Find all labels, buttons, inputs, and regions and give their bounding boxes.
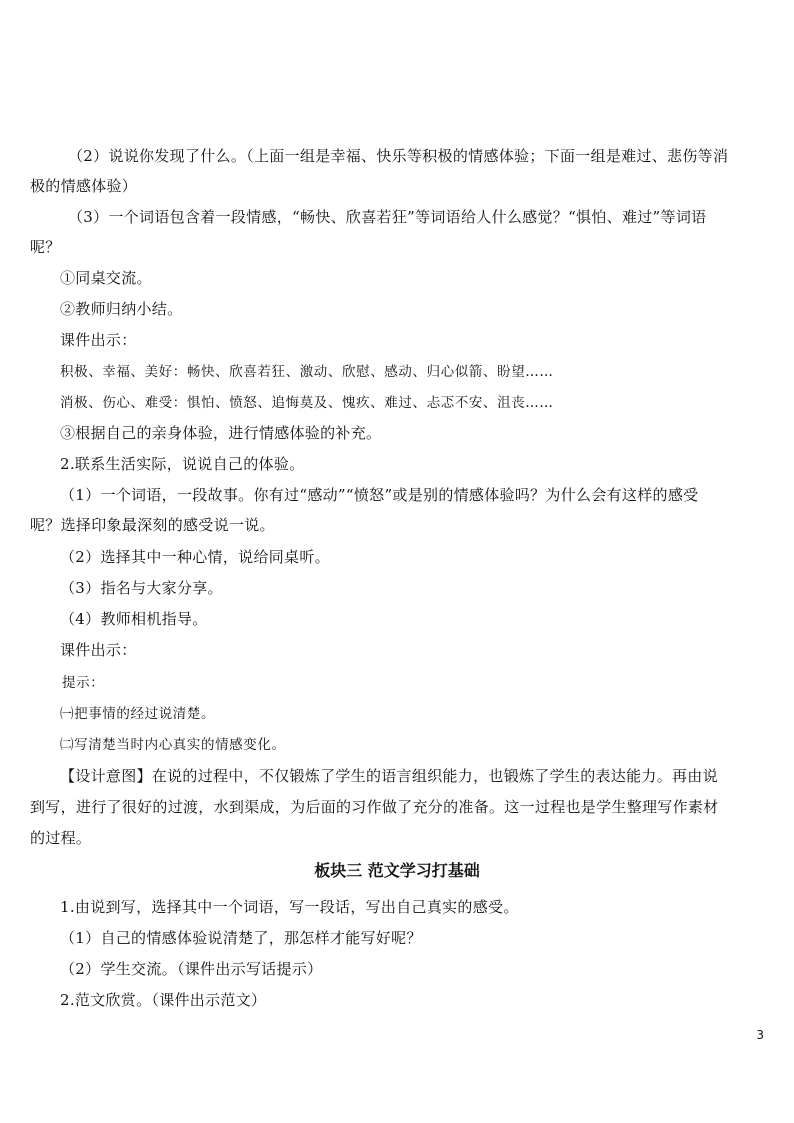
paragraph-line: 极的情感体验）	[30, 177, 138, 195]
paragraph-line: 呢？	[30, 238, 61, 256]
paragraph-line: （1）自己的情感体验说清楚了，那怎样才能写好呢？	[60, 929, 422, 947]
paragraph-line: ③根据自己的亲身体验，进行情感体验的补充。	[60, 424, 382, 442]
paragraph-line: （3）指名与大家分享。	[60, 579, 223, 597]
courseware-line: ㈠把事情的经过说清楚。	[60, 706, 216, 722]
design-intent-line: 到写，进行了很好的过渡，水到渠成，为后面的习作做了充分的准备。这一过程也是学生整理写作素材	[30, 798, 719, 816]
paragraph-line: （2）选择其中一种心情，说给同桌听。	[60, 548, 330, 566]
paragraph-line: （1）一个词语，一段故事。你有过“感动”“愤怒”或是别的情感体验吗？为什么会有这样的感受	[60, 486, 699, 504]
paragraph-line: ②教师归纳小结。	[60, 300, 183, 318]
courseware-line: ㈡写清楚当时内心真实的情感变化。	[60, 737, 286, 753]
design-intent-line: 【设计意图】在说的过程中，不仅锻炼了学生的语言组织能力，也锻炼了学生的表达能力。再由说	[60, 767, 718, 785]
paragraph-line: 课件出示：	[60, 331, 137, 349]
paragraph-line: （2）学生交流。（课件出示写话提示）	[60, 960, 323, 978]
courseware-line: 消极、伤心、难受：惧怕、愤怒、追悔莫及、愧疚、难过、忐忑不安、沮丧……	[60, 395, 554, 411]
paragraph-line: 2.范文欣赏。（课件出示范文）	[60, 991, 267, 1009]
page-number: 3	[756, 1028, 764, 1042]
design-intent-line: 的过程。	[30, 829, 92, 847]
paragraph-line: （2）说说你发现了什么。（上面一组是幸福、快乐等积极的情感体验；下面一组是难过、悲伤等消	[68, 147, 729, 165]
courseware-line: 积极、幸福、美好：畅快、欣喜若狂、激动、欣慰、感动、归心似箭、盼望……	[60, 364, 554, 380]
section-heading: 板块三 范文学习打基础	[314, 861, 480, 880]
paragraph-line: 呢？选择印象最深刻的感受说一说。	[30, 516, 275, 534]
paragraph-line: 课件出示：	[60, 641, 137, 659]
paragraph-line: （4）教师相机指导。	[60, 610, 208, 628]
paragraph-line: ①同桌交流。	[60, 269, 152, 287]
courseware-line: 提示：	[62, 675, 105, 691]
paragraph-line: （3）一个词语包含着一段情感，“畅快、欣喜若狂”等词语给人什么感觉？“惧怕、难过”等词语	[68, 208, 707, 226]
paragraph-line: 2.联系生活实际，说说自己的体验。	[60, 455, 305, 473]
paragraph-line: 1.由说到写，选择其中一个词语，写一段话，写出自己真实的感受。	[60, 898, 519, 916]
